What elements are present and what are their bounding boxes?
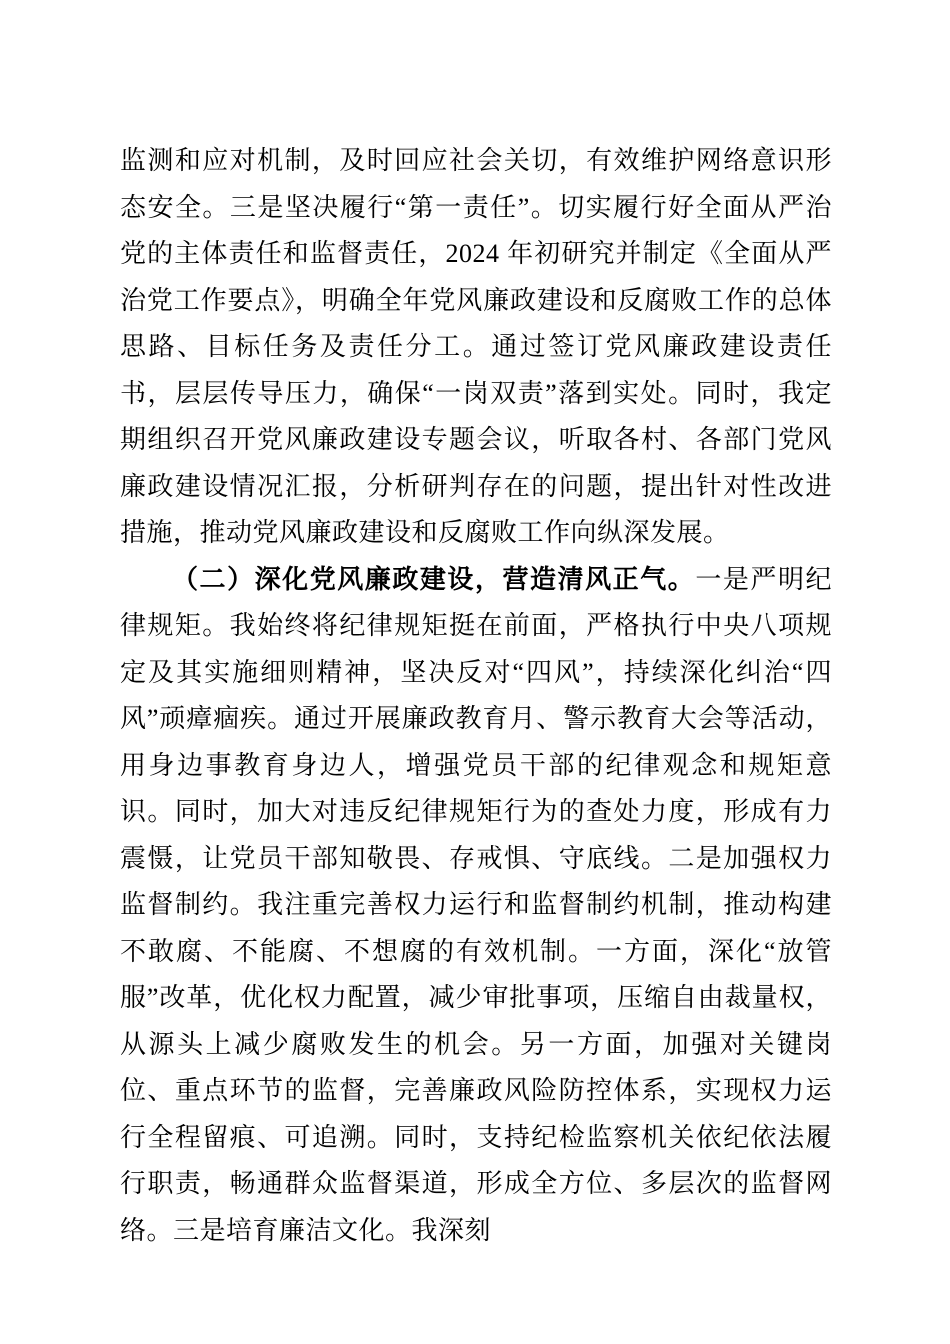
section-heading: （二）深化党风廉政建设，营造清风正气。 (172, 564, 696, 594)
paragraph-section-two (120, 557, 832, 1255)
paragraph-continuation (120, 138, 832, 557)
paragraph-text: 监测和应对机制，及时回应社会关切，有效维护网络意识形态安全。三是坚决履行“第一责任”。切实履行好全面从严治党的主体责任和监督责任，2024 年初研究并制定《全面从严治党工作要点》，明确全年党风廉政建设和反腐败工作的总体思路、目标任务及责任分工。通过签订党风廉政建设责任书，层层传导压力，确保“一岗双责”落到实处。同时，我定期组织召开党风廉政建设专题会议，听取各村、各部门党风廉政建设情况汇报，分析研判存在的问题，提出针对性改进措施，推动党风廉政建设和反腐败工作向纵深发展。 (120, 146, 832, 547)
document-body-text (120, 138, 832, 1254)
paragraph-text: 一是严明纪律规矩。我始终将纪律规矩挺在前面，严格执行中央八项规定及其实施细则精神，坚决反对“四风”，持续深化纠治“四风”顽瘴痼疾。通过开展廉政教育月、警示教育大会等活动，用身边事教育身边人，增强党员干部的纪律观念和规矩意识。同时，加大对违反纪律规矩行为的查处力度，形成有力震慑，让党员干部知敬畏、存戒惧、守底线。二是加强权力监督制约。我注重完善权力运行和监督制约机制，推动构建不敢腐、不能腐、不想腐的有效机制。一方面，深化“放管服”改革，优化权力配置，减少审批事项，压缩自由裁量权，从源头上减少腐败发生的机会。另一方面，加强对关键岗位、重点环节的监督，完善廉政风险防控体系，实现权力运行全程留痕、可追溯。同时，支持纪检监察机关依纪依法履行职责，畅通群众监督渠道，形成全方位、多层次的监督网络。三是培育廉洁文化。我深刻 (120, 564, 832, 1245)
